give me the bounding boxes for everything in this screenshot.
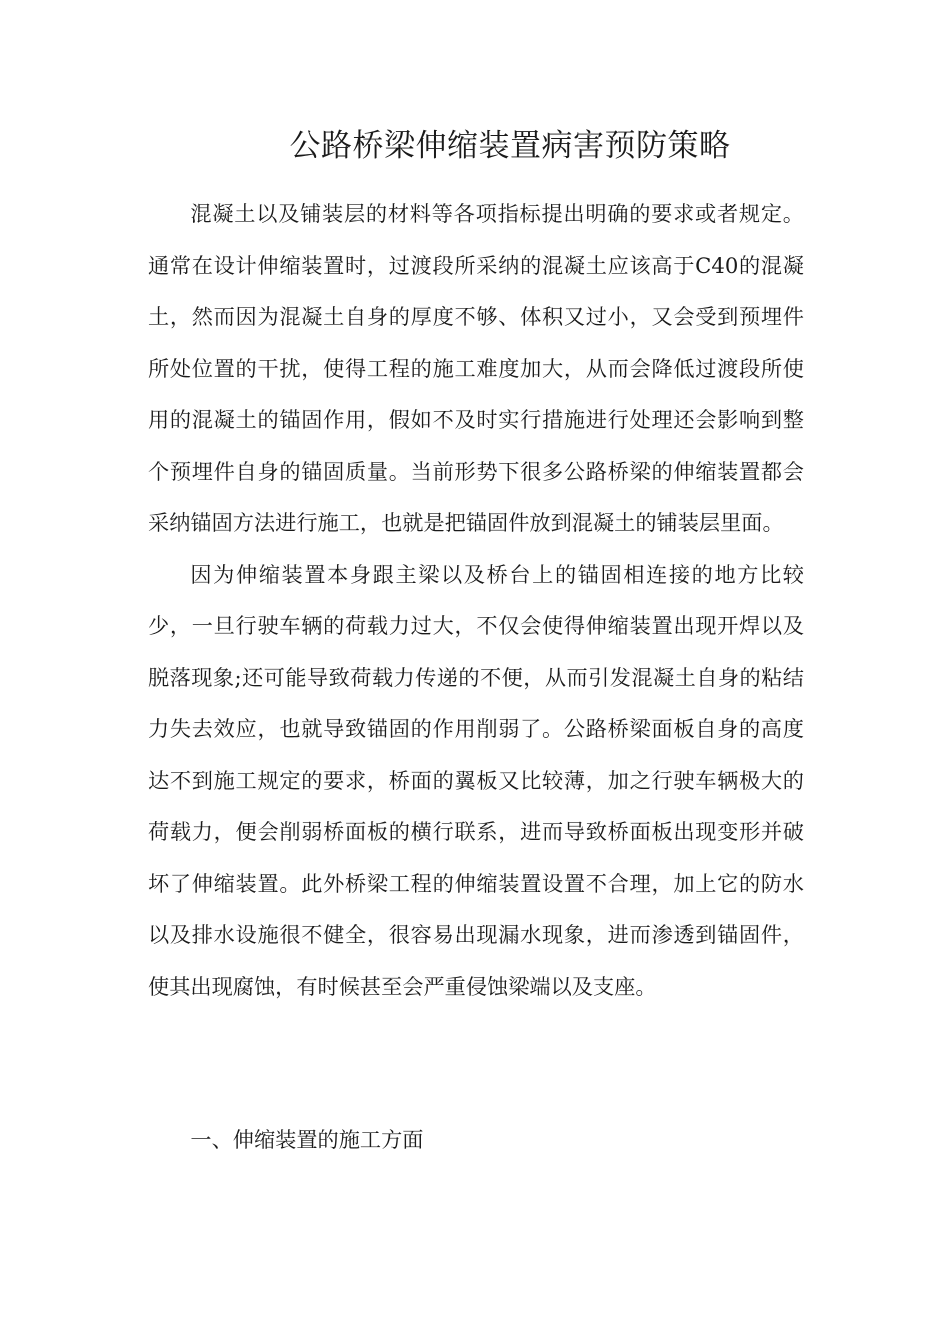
document-title: 公路桥梁伸缩装置病害预防策略: [289, 128, 731, 164]
section-heading: 一、伸缩装置的施工方面: [190, 1127, 424, 1152]
body-paragraph-2: 因为伸缩装置本身跟主梁以及桥台上的锚固相连接的地方比较少，一旦行驶车辆的荷载力过大，不仅会使得伸缩装置出现开焊以及脱落现象;还可能导致荷载力传递的不便，从而引发混凝土自身的粘结力失去效应，也就导致锚固的作用削弱了。公路桥梁面板自身的高度达不到施工规定的要求，桥面的翼板又比较薄，加之行驶车辆极大的荷载力，便会削弱桥面板的横行联系，进而导致桥面板出现变形并破坏了伸缩装置。此外桥梁工程的伸缩装置设置不合理，加上它的防水以及排水设施很不健全，很容易出现漏水现象，进而渗透到锚固件，使其出现腐蚀，有时候甚至会严重侵蚀梁端以及支座。: [148, 561, 804, 999]
document-body: [148, 188, 804, 1012]
body-paragraph-1: 混凝土以及铺装层的材料等各项指标提出明确的要求或者规定。通常在设计伸缩装置时，过渡段所采纳的混凝土应该高于C40的混凝土，然而因为混凝土自身的厚度不够、体积又过小，又会受到预埋件所处位置的干扰，使得工程的施工难度加大，从而会降低过渡段所使用的混凝土的锚固作用，假如不及时实行措施进行处理还会影响到整个预埋件自身的锚固质量。当前形势下很多公路桥梁的伸缩装置都会采纳锚固方法进行施工，也就是把锚固件放到混凝土的铺装层里面。: [148, 201, 804, 535]
